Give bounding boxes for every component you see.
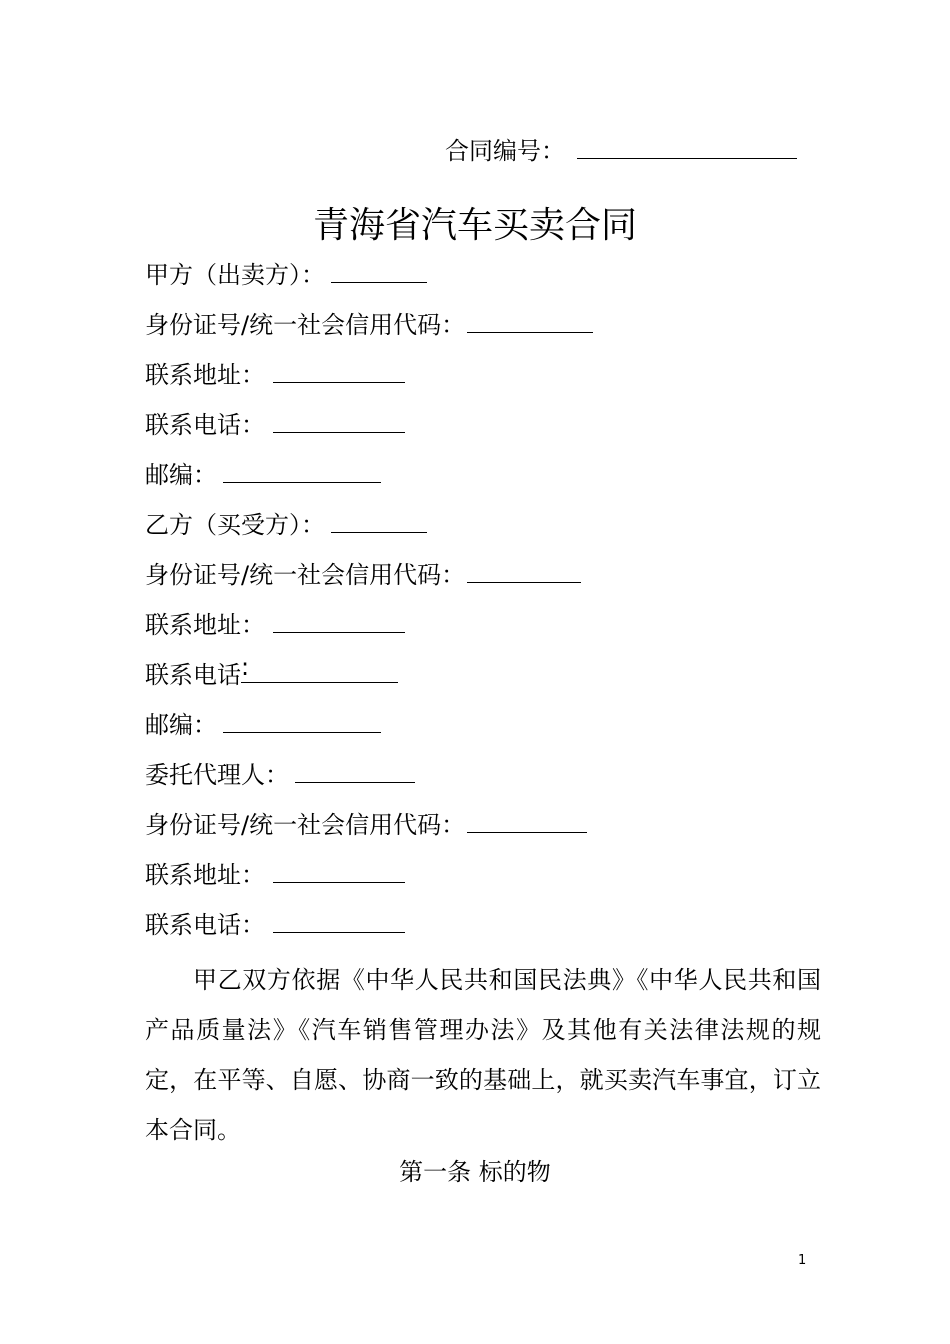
field-label: 邮编： [145, 711, 217, 739]
field-label: 身份证号/统一社会信用代码： [145, 561, 466, 589]
field-blank[interactable]: : [241, 658, 398, 683]
buyer-address-field [145, 608, 405, 642]
agent-phone-field [145, 908, 405, 942]
contract-number-blank[interactable] [577, 134, 797, 159]
field-blank[interactable] [223, 708, 381, 733]
document-title: 青海省汽车买卖合同 [312, 205, 637, 246]
field-label: 乙方（买受方）： [145, 511, 325, 539]
preamble-paragraph: 甲乙双方依据《中华人民共和国民法典》《中华人民共和国产品质量法》《汽车销售管理办法》及其他有关法律法规的规定，在平等、自愿、协商一致的基础上，就买卖汽车事宜，订立本合同。 [145, 966, 821, 1144]
field-label: 联系地址： [145, 361, 265, 389]
field-blank[interactable] [273, 358, 405, 383]
page-number: 1 [798, 1253, 807, 1268]
field-label: 邮编： [145, 461, 217, 489]
field-label: 联系电话： [145, 411, 265, 439]
field-blank[interactable] [467, 308, 593, 333]
field-blank[interactable] [273, 858, 405, 883]
buyer-id-field [145, 558, 581, 592]
field-blank[interactable] [273, 608, 405, 633]
field-label: 联系地址： [145, 861, 265, 889]
field-blank[interactable] [331, 508, 427, 533]
seller-name-field [145, 258, 427, 292]
field-blank[interactable] [467, 808, 587, 833]
field-blank[interactable] [467, 558, 581, 583]
field-label: 委托代理人： [145, 761, 289, 789]
field-label: 身份证号/统一社会信用代码： [145, 311, 466, 339]
buyer-phone-field [145, 653, 398, 692]
field-blank[interactable] [295, 758, 415, 783]
field-blank[interactable] [331, 258, 427, 283]
field-blank[interactable] [223, 458, 381, 483]
agent-address-field [145, 858, 405, 892]
seller-id-field [145, 308, 593, 342]
field-label: 联系电话： [145, 911, 265, 939]
section-heading: 第一条 标的物 [399, 1158, 551, 1186]
field-label: 联系地址： [145, 611, 265, 639]
field-label: 联系电话 [145, 661, 241, 689]
buyer-postcode-field [145, 708, 381, 742]
buyer-name-field [145, 508, 427, 542]
field-label: 身份证号/统一社会信用代码： [145, 811, 466, 839]
agent-id-field [145, 808, 587, 842]
seller-phone-field [145, 408, 405, 442]
contract-number-label: 合同编号： [445, 137, 565, 165]
contract-number-field [445, 134, 797, 168]
seller-address-field [145, 358, 405, 392]
field-blank[interactable] [273, 408, 405, 433]
field-label: 甲方（出卖方）： [145, 261, 325, 289]
seller-postcode-field [145, 458, 381, 492]
field-blank[interactable] [273, 908, 405, 933]
agent-name-field [145, 758, 415, 792]
